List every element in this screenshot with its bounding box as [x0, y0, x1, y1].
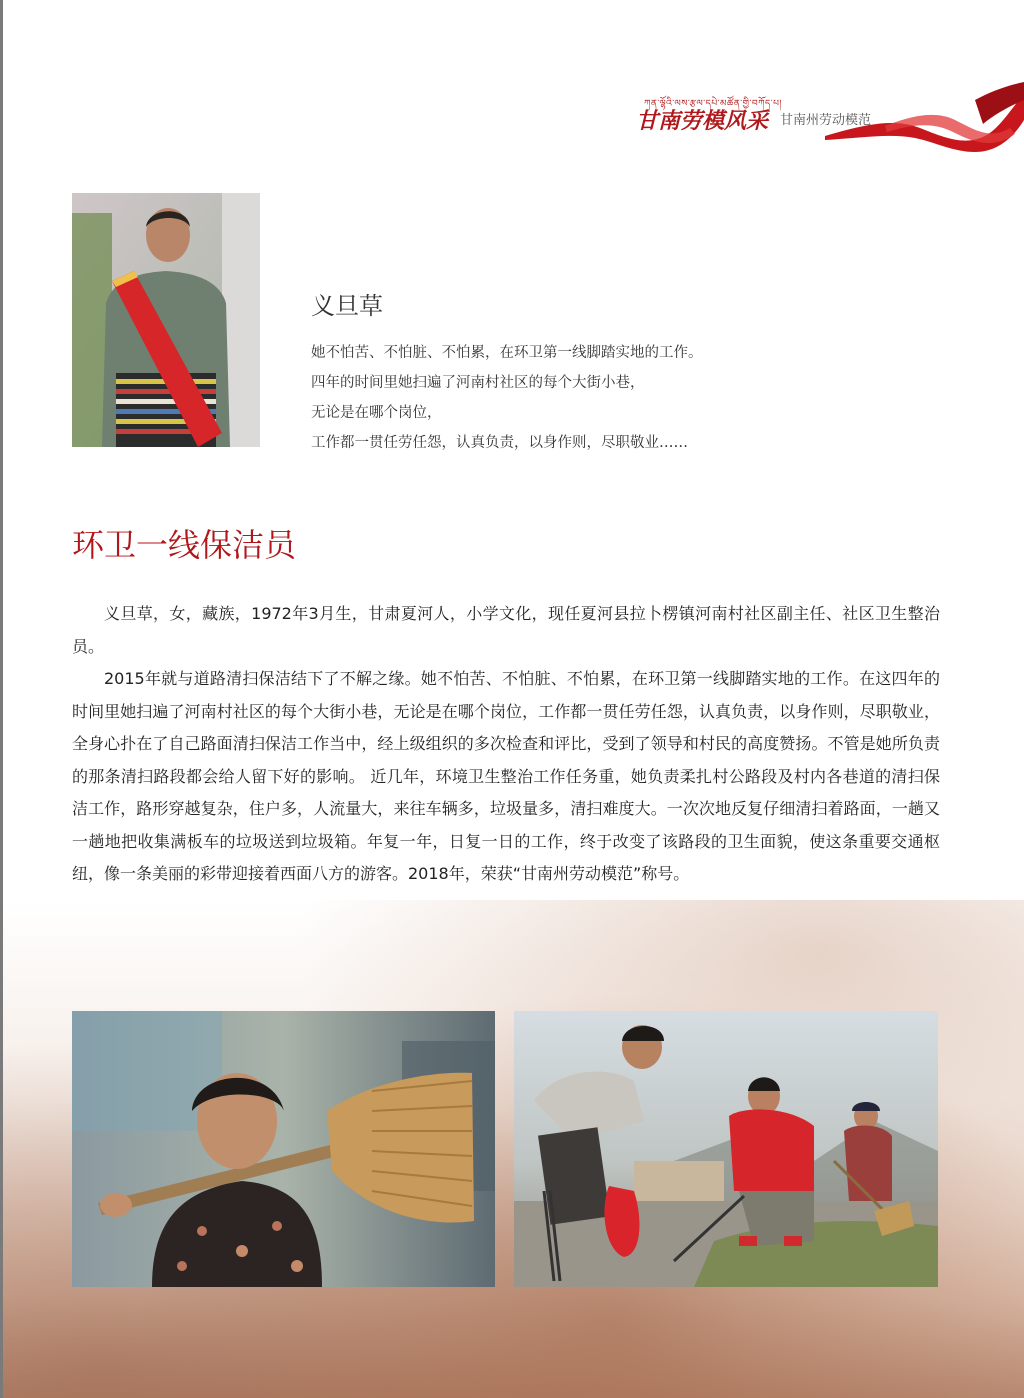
page-edge [0, 0, 3, 1398]
photo-woman-with-broom [72, 1011, 495, 1287]
person-name: 义旦草 [311, 292, 383, 320]
intro-line: 她不怕苦、不怕脏、不怕累，在环卫第一线脚踏实地的工作。 [311, 345, 703, 361]
intro-quote [311, 338, 703, 458]
header-subtitle: 甘南州劳动模范 [780, 113, 872, 128]
intro-line: 四年的时间里她扫遍了河南村社区的每个大街小巷， [311, 375, 645, 391]
portrait-image [72, 193, 260, 447]
header-tibetan-text: ཀན་ལྷོའི་ལས་རྩལ་དཔེ་མཚོན་གྱི་བཀོད་པ། [644, 99, 782, 109]
body-paragraph: 义旦草，女，藏族，1972年3月生，甘肃夏河人，小学文化，现任夏河县拉卜楞镇河南村社区副主任、社区卫生整治员。 [72, 604, 940, 656]
header-brand: 甘南劳模风采 [636, 108, 769, 134]
page-header [630, 94, 1024, 174]
photo-image [514, 1011, 938, 1287]
body-paragraph: 2015年就与道路清扫保洁结下了不解之缘。她不怕苦、不怕脏、不怕累，在环卫第一线脚踏实地的工作。在这四年的时间里她扫遍了河南村社区的每个大街小巷，无论是在哪个岗位，工作都一贯任劳任怨，认真负责，以身作则，尽职敬业，全身心扑在了自己路面清扫保洁工作当中，经上级组织的多次检查和评比，受到了领导和村民的高度赞扬。不管是她所负责的那条清扫路段都会给人留下好的影响。 近几年，环境卫生整治工作任务重，她负责柔扎村公路段及村内各巷道的清扫保洁工作，路形穿越复杂，住户多，人流量大，来往车辆多，垃圾量多，清扫难度大。一次次地反复仔细清扫着路面，一趟又一趟地把收集满板车的垃圾送到垃圾箱。年复一年，日复一日的工作，终于改变了该路段的卫生面貌，使这条重要交通枢纽，像一条美丽的彩带迎接着西面八方的游客。2018年，荣获“甘南州劳动模范”称号。 [72, 669, 940, 883]
portrait-photo [72, 193, 260, 447]
intro-line: 无论是在哪个岗位， [311, 405, 442, 421]
photo-workers-collecting-trash [514, 1011, 938, 1287]
red-ribbon-icon [825, 80, 1024, 170]
photo-image [72, 1011, 495, 1287]
section-title: 环卫一线保洁员 [72, 526, 297, 564]
article-body [72, 598, 940, 891]
intro-line: 工作都一贯任劳任怨，认真负责，以身作则，尽职敬业…… [311, 435, 688, 451]
